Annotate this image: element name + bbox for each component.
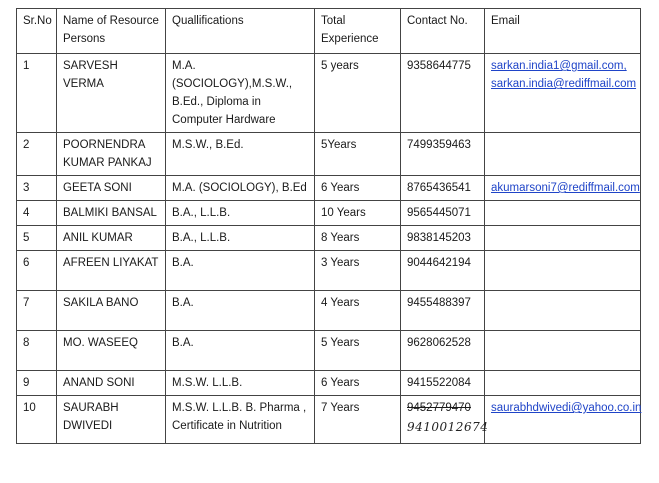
contact-cell — [401, 371, 485, 396]
experience-cell: 10 Years — [315, 201, 401, 226]
contact-number: 9628062528 — [407, 337, 471, 349]
email-link[interactable]: sarkan.india1@gmail.com, — [491, 60, 627, 72]
contact-cell — [401, 133, 485, 176]
table-row — [17, 176, 641, 201]
name-cell: GEETA SONI — [57, 176, 166, 201]
qualifications-cell: B.A. — [166, 331, 315, 371]
header-sr-no: Sr.No — [17, 9, 57, 54]
resource-persons-table — [16, 8, 641, 444]
experience-cell: 5 Years — [315, 331, 401, 371]
name-cell: ANIL KUMAR — [57, 226, 166, 251]
email-cell — [485, 226, 641, 251]
sr-no-cell: 7 — [17, 291, 57, 331]
table-row — [17, 396, 641, 444]
contact-cell — [401, 291, 485, 331]
contact-number: 9452779470 — [407, 402, 471, 414]
experience-cell: 3 Years — [315, 251, 401, 291]
experience-cell: 5Years — [315, 133, 401, 176]
email-link[interactable]: sarkan.india@rediffmail.com — [491, 78, 637, 90]
header-name: Name of Resource Persons — [57, 9, 166, 54]
sr-no-cell: 8 — [17, 331, 57, 371]
experience-cell: 7 Years — [315, 396, 401, 444]
contact-cell — [401, 176, 485, 201]
name-cell: POORNENDRA KUMAR PANKAJ — [57, 133, 166, 176]
email-cell — [485, 371, 641, 396]
contact-number: 9838145203 — [407, 232, 471, 244]
header-experience: Total Experience — [315, 9, 401, 54]
name-cell: MO. WASEEQ — [57, 331, 166, 371]
table-row — [17, 291, 641, 331]
qualifications-cell: B.A., L.L.B. — [166, 201, 315, 226]
name-cell: AFREEN LIYAKAT — [57, 251, 166, 291]
name-cell: SAURABH DWIVEDI — [57, 396, 166, 444]
email-link[interactable]: saurabhdwivedi@yahoo.co.in — [491, 402, 642, 414]
email-cell — [485, 201, 641, 226]
table-body — [17, 54, 641, 444]
sr-no-cell: 1 — [17, 54, 57, 133]
email-cell — [485, 396, 641, 444]
qualifications-cell: M.S.W., B.Ed. — [166, 133, 315, 176]
header-qualifications: Quallifications — [166, 9, 315, 54]
qualifications-cell: M.A.(SOCIOLOGY),M.S.W., B.Ed., Diploma in Computer Hardware — [166, 54, 315, 133]
header-contact: Contact No. — [401, 9, 485, 54]
table-row — [17, 133, 641, 176]
name-cell: BALMIKI BANSAL — [57, 201, 166, 226]
contact-cell — [401, 251, 485, 291]
qualifications-cell: M.S.W. L.L.B. — [166, 371, 315, 396]
email-cell — [485, 54, 641, 133]
table-header-row — [17, 9, 641, 54]
name-cell: SARVESH VERMA — [57, 54, 166, 133]
contact-cell — [401, 331, 485, 371]
table-row — [17, 251, 641, 291]
header-email: Email — [485, 9, 641, 54]
contact-number: 9565445071 — [407, 207, 471, 219]
experience-cell: 4 Years — [315, 291, 401, 331]
contact-cell — [401, 201, 485, 226]
contact-cell — [401, 54, 485, 133]
name-cell: SAKILA BANO — [57, 291, 166, 331]
table-row — [17, 371, 641, 396]
name-cell: ANAND SONI — [57, 371, 166, 396]
qualifications-cell: M.S.W. L.L.B. B. Pharma , Certificate in Nutrition — [166, 396, 315, 444]
qualifications-cell: B.A., L.L.B. — [166, 226, 315, 251]
experience-cell: 6 Years — [315, 176, 401, 201]
contact-number: 8765436541 — [407, 182, 471, 194]
table-row — [17, 226, 641, 251]
contact-number: 9455488397 — [407, 297, 471, 309]
email-cell — [485, 291, 641, 331]
sr-no-cell: 3 — [17, 176, 57, 201]
sr-no-cell: 4 — [17, 201, 57, 226]
qualifications-cell: B.A. — [166, 251, 315, 291]
experience-cell: 5 years — [315, 54, 401, 133]
contact-cell — [401, 226, 485, 251]
email-cell — [485, 331, 641, 371]
sr-no-cell: 5 — [17, 226, 57, 251]
email-cell — [485, 133, 641, 176]
table-row — [17, 54, 641, 133]
sr-no-cell: 2 — [17, 133, 57, 176]
qualifications-cell: B.A. — [166, 291, 315, 331]
sr-no-cell: 9 — [17, 371, 57, 396]
experience-cell: 6 Years — [315, 371, 401, 396]
handwritten-contact-number: 9410012674 — [407, 420, 489, 434]
table-row — [17, 201, 641, 226]
sr-no-cell: 6 — [17, 251, 57, 291]
email-cell — [485, 251, 641, 291]
qualifications-cell: M.A. (SOCIOLOGY), B.Ed — [166, 176, 315, 201]
email-cell — [485, 176, 641, 201]
sr-no-cell: 10 — [17, 396, 57, 444]
contact-number: 9044642194 — [407, 257, 471, 269]
contact-number: 9358644775 — [407, 60, 471, 72]
contact-number: 9415522084 — [407, 377, 471, 389]
table-row — [17, 331, 641, 371]
email-link[interactable]: akumarsoni7@rediffmail.com — [491, 182, 640, 194]
contact-number: 7499359463 — [407, 139, 471, 151]
contact-cell — [401, 396, 489, 444]
experience-cell: 8 Years — [315, 226, 401, 251]
